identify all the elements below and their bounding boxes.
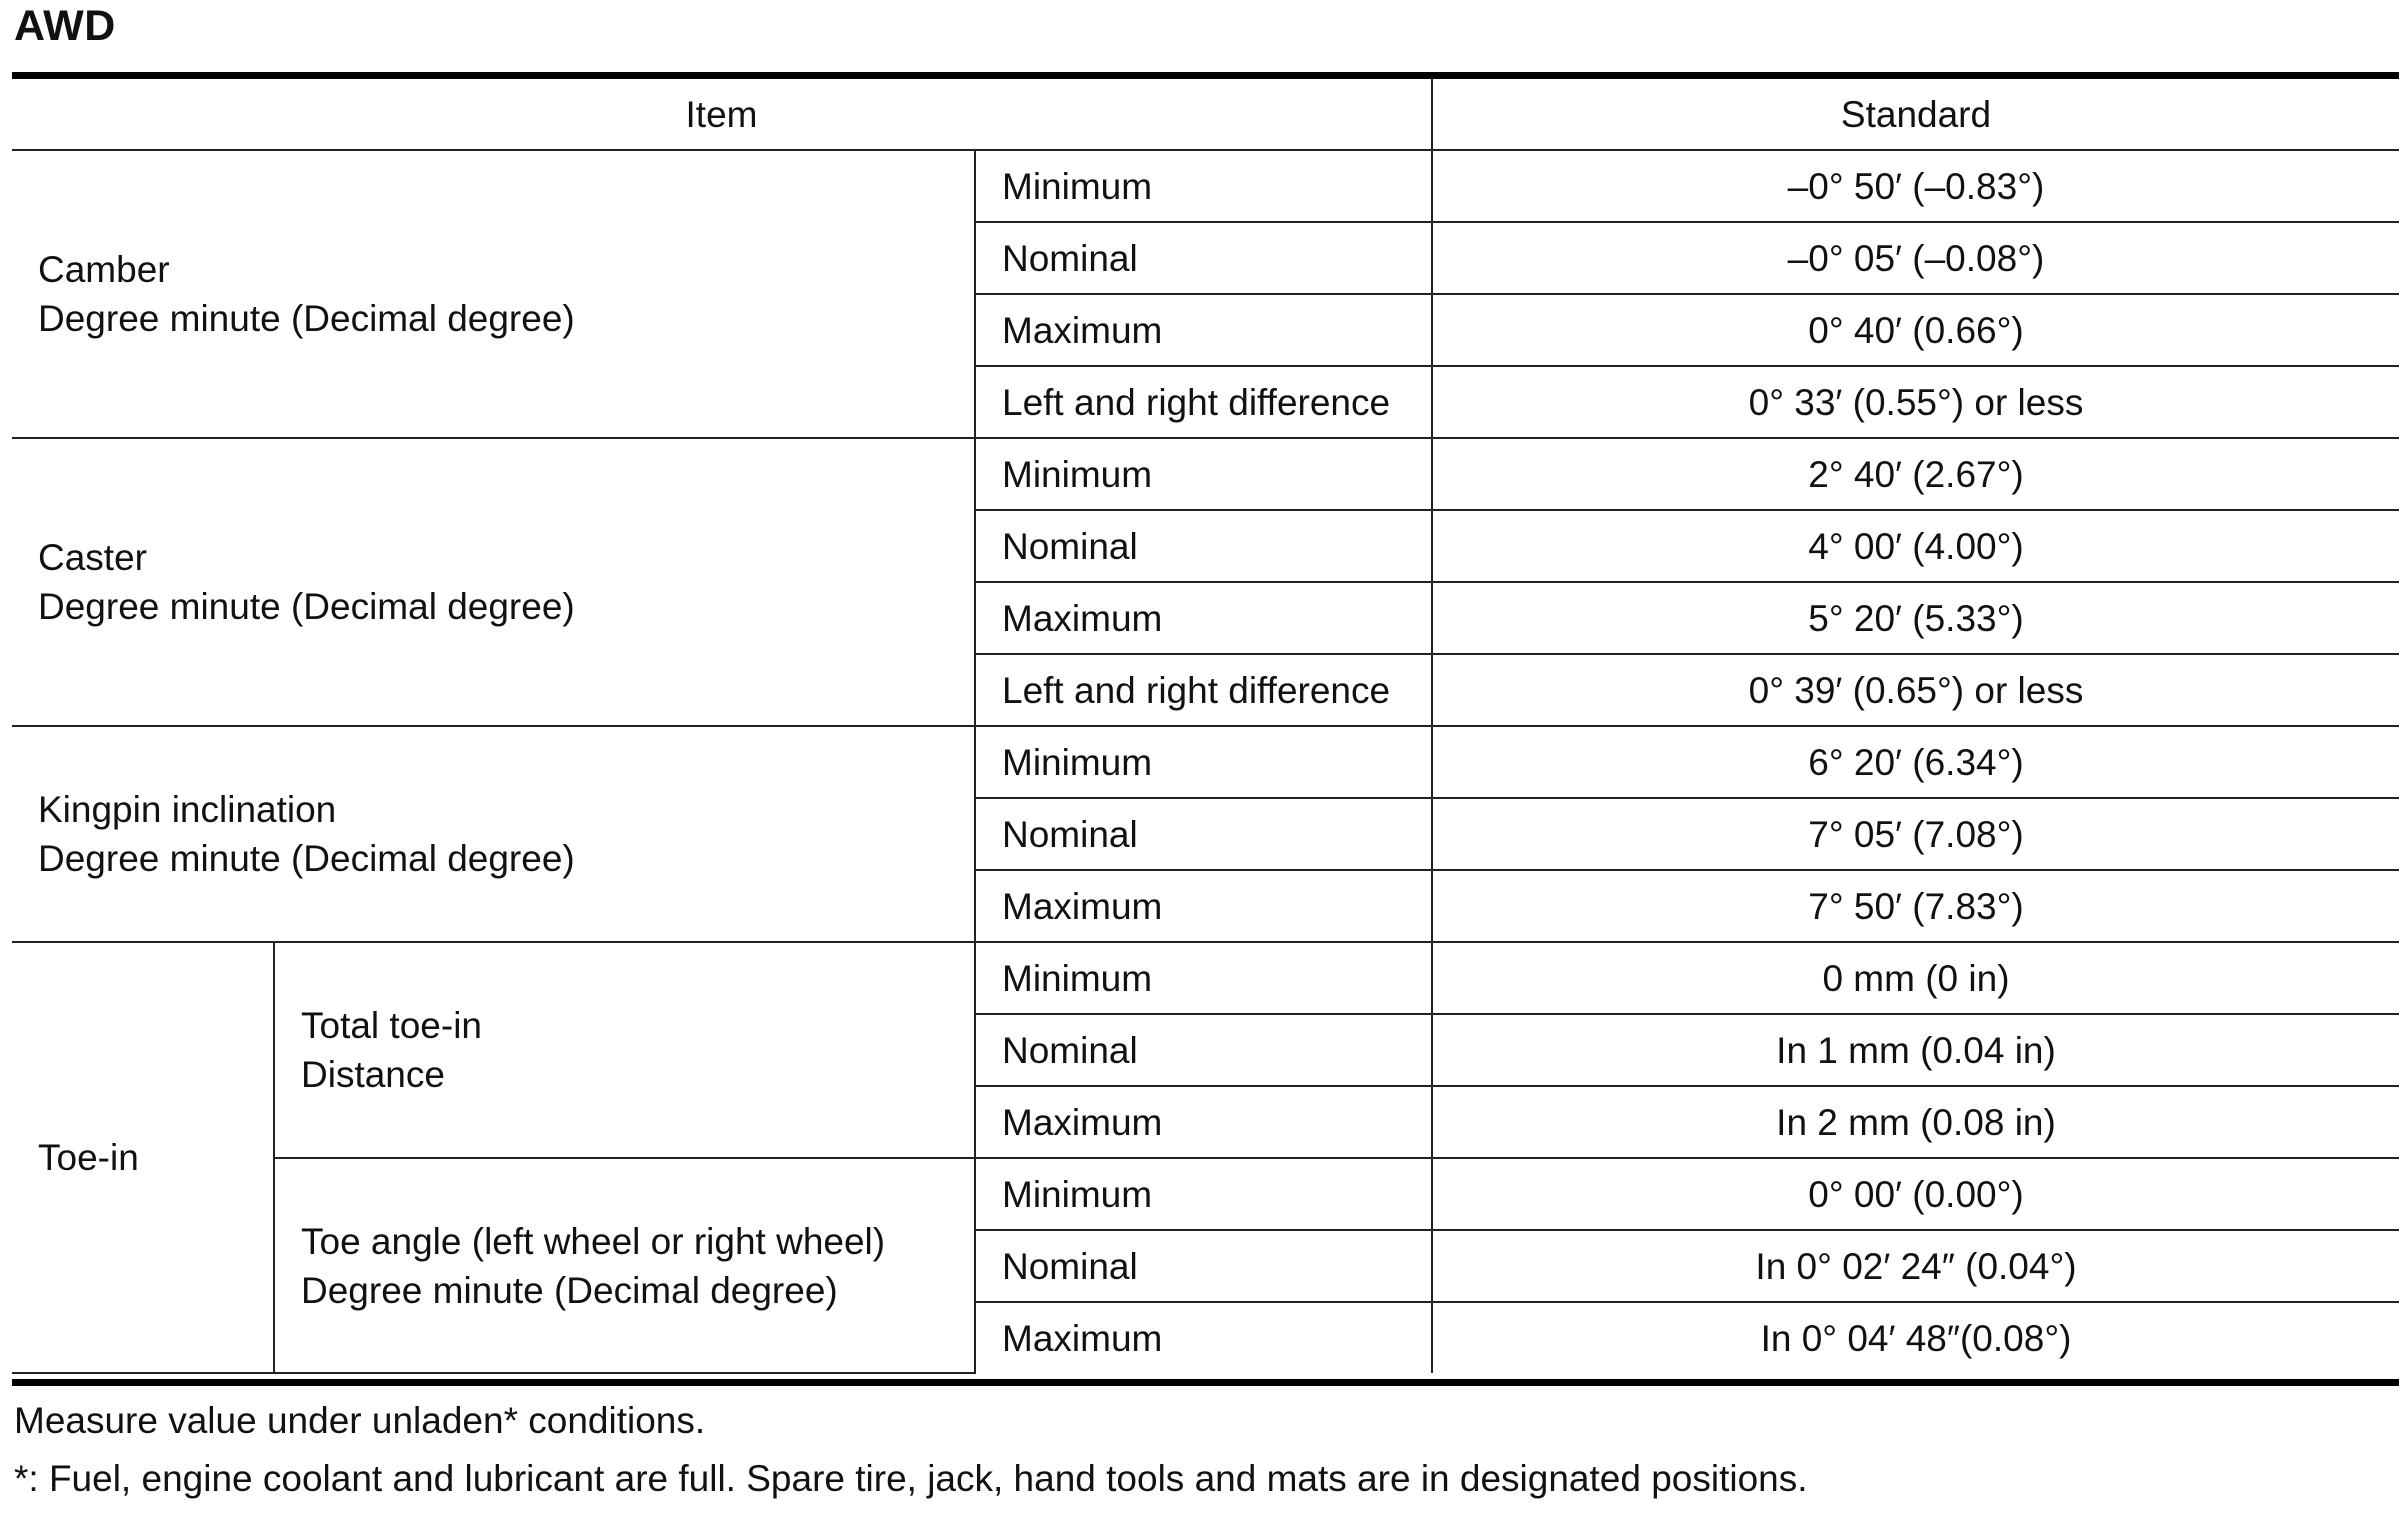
caster-nom-label: Nominal	[975, 510, 1432, 582]
toe-angle-unit: Degree minute (Decimal degree)	[301, 1269, 838, 1311]
table-header-row	[12, 79, 2399, 150]
alignment-spec-table	[12, 79, 2399, 1374]
total-toe-in-unit: Distance	[301, 1054, 445, 1095]
kingpin-min-label: Minimum	[975, 726, 1432, 798]
table-row	[12, 942, 2399, 1014]
toe-angle-nom-label: Nominal	[975, 1230, 1432, 1302]
kingpin-min-value: 6° 20′ (6.34°)	[1432, 726, 2399, 798]
header-standard: Standard	[1432, 79, 2399, 150]
toe-angle-min-value: 0° 00′ (0.00°)	[1432, 1158, 2399, 1230]
table-row	[12, 150, 2399, 222]
camber-min-label: Minimum	[975, 150, 1432, 222]
toe-total-nom-value: In 1 mm (0.04 in)	[1432, 1014, 2399, 1086]
toe-angle-name: Toe angle (left wheel or right wheel)	[301, 1220, 886, 1262]
table-row	[12, 726, 2399, 798]
toe-total-max-value: In 2 mm (0.08 in)	[1432, 1086, 2399, 1158]
bottom-rule	[12, 1379, 2399, 1386]
toe-angle-max-label: Maximum	[975, 1302, 1432, 1373]
caster-cell	[12, 438, 975, 726]
caster-diff-value: 0° 39′ (0.65°) or less	[1432, 654, 2399, 726]
toe-angle-max-value: In 0° 04′ 48″(0.08°)	[1432, 1302, 2399, 1373]
kingpin-nom-label: Nominal	[975, 798, 1432, 870]
kingpin-nom-value: 7° 05′ (7.08°)	[1432, 798, 2399, 870]
caster-diff-label: Left and right difference	[975, 654, 1432, 726]
kingpin-max-value: 7° 50′ (7.83°)	[1432, 870, 2399, 942]
kingpin-name: Kingpin inclination	[38, 789, 337, 830]
toe-total-nom-label: Nominal	[975, 1014, 1432, 1086]
note-unladen: Measure value under unladen* conditions.	[14, 1400, 706, 1441]
caster-min-label: Minimum	[975, 438, 1432, 510]
caster-max-value: 5° 20′ (5.33°)	[1432, 582, 2399, 654]
caster-nom-value: 4° 00′ (4.00°)	[1432, 510, 2399, 582]
top-rule	[12, 72, 2399, 79]
camber-max-label: Maximum	[975, 294, 1432, 366]
camber-nom-value: –0° 05′ (–0.08°)	[1432, 222, 2399, 294]
camber-diff-value: 0° 33′ (0.55°) or less	[1432, 366, 2399, 438]
page-title: AWD	[14, 2, 116, 50]
toe-total-min-value: 0 mm (0 in)	[1432, 942, 2399, 1014]
caster-min-value: 2° 40′ (2.67°)	[1432, 438, 2399, 510]
camber-name: Camber	[38, 249, 170, 290]
kingpin-max-label: Maximum	[975, 870, 1432, 942]
camber-max-value: 0° 40′ (0.66°)	[1432, 294, 2399, 366]
total-toe-in-cell	[274, 942, 975, 1158]
total-toe-in-name: Total toe-in	[301, 1005, 482, 1046]
camber-diff-label: Left and right difference	[975, 366, 1432, 438]
toe-total-min-label: Minimum	[975, 942, 1432, 1014]
caster-unit: Degree minute (Decimal degree)	[38, 586, 575, 627]
toe-total-max-label: Maximum	[975, 1086, 1432, 1158]
header-item: Item	[12, 79, 1432, 150]
note-footnote: *: Fuel, engine coolant and lubricant are full. Spare tire, jack, hand tools and mats are in designated positions.	[14, 1458, 1808, 1499]
caster-max-label: Maximum	[975, 582, 1432, 654]
kingpin-cell	[12, 726, 975, 942]
toe-in-cell: Toe-in	[12, 942, 274, 1373]
camber-cell	[12, 150, 975, 438]
camber-nom-label: Nominal	[975, 222, 1432, 294]
camber-min-value: –0° 50′ (–0.83°)	[1432, 150, 2399, 222]
toe-angle-nom-value: In 0° 02′ 24″ (0.04°)	[1432, 1230, 2399, 1302]
caster-name: Caster	[38, 537, 147, 578]
table-row	[12, 438, 2399, 510]
camber-unit: Degree minute (Decimal degree)	[38, 298, 575, 339]
kingpin-unit: Degree minute (Decimal degree)	[38, 838, 575, 879]
toe-angle-cell	[274, 1158, 975, 1373]
toe-angle-min-label: Minimum	[975, 1158, 1432, 1230]
table-row	[12, 1158, 2399, 1230]
